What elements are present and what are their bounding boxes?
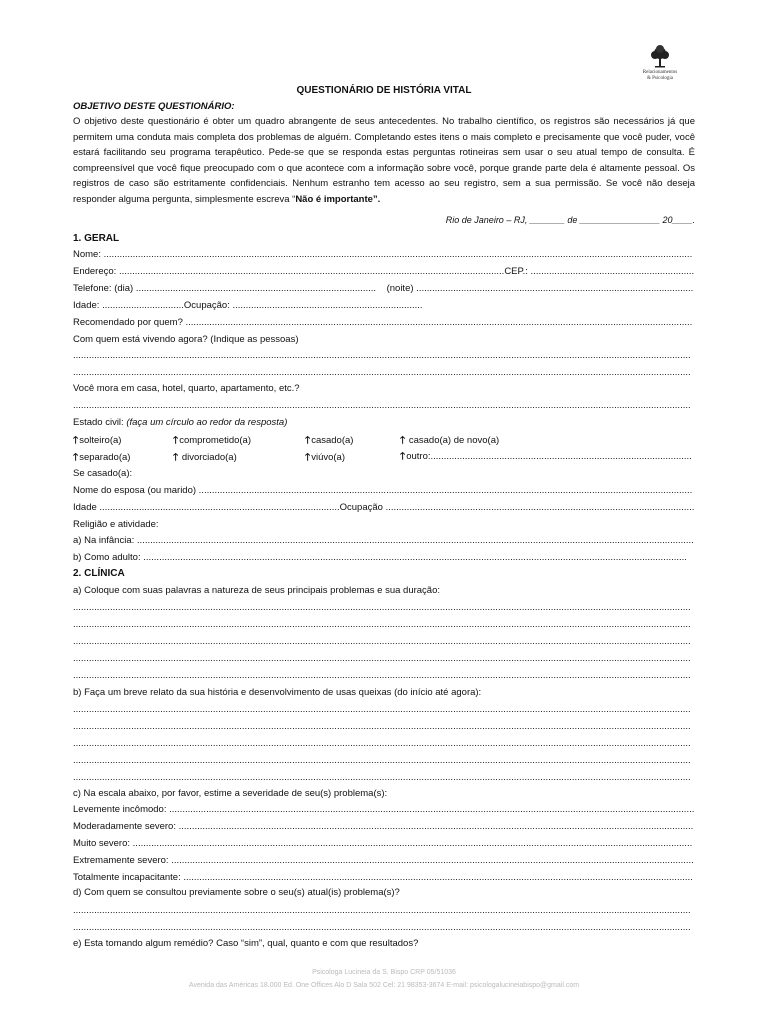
dotted-leader: .......................................................................................................................................................................................................................................... [73,772,691,783]
answer-a-1[interactable] [73,601,695,615]
dotted-leader: .................................................................................................................................................................................................................... [132,838,693,849]
answer-b-3[interactable] [73,737,695,751]
dotted-leader: .......................................................................................................................................................................................................................................... [73,670,691,681]
footer [0,966,768,992]
dotted-leader: .......................................................................................................................................................................................................................................... [73,636,691,647]
question-vivendo: Com quem está vivendo agora? (Indique as pessoas) [73,334,299,345]
arrow-up-icon: 🡑 [73,435,79,446]
logo-text-2: & Psicologia [647,76,673,81]
field-telefone[interactable]: Telefone: (dia) ........................................................................................... (noite) ......................................................................................................... [73,283,694,294]
option-casado-de-novo[interactable]: 🡑 casado(a) de novo(a) [400,433,499,450]
scale-moderadamente[interactable]: Moderadamente severo: ................................................................................................................................................................................................... [73,821,694,832]
arrow-up-icon: 🡑 [305,452,311,463]
dotted-leader: ................................................................................................................................................................................................................... [136,535,694,546]
dotted-leader: .......................................................................................................................................................................................................................................... [73,350,691,361]
estado-civil-label: Estado civil: (faça um círculo ao redor da resposta) [73,417,288,428]
dotted-leader: .......................................................................................................................................................................................................................................... [73,922,691,933]
answer-a-2[interactable] [73,618,695,632]
dotted-leader: .......................................................................................................................................................................................................................................... [73,653,691,664]
dotted-leader: .......................................................................................................................................................................................................................................... [73,721,691,732]
answer-a-3[interactable] [73,635,695,649]
arrow-up-icon: 🡑 [173,435,179,446]
arrow-up-icon: 🡑 [73,452,79,463]
field-nome[interactable]: Nome: ............................................................................................................................................................................................................................... [73,249,693,260]
dotted-leader: ......................................................................................................... [416,283,694,294]
arrow-up-icon: 🡑 [400,451,406,462]
field-nome-esposa[interactable]: Nome do esposa (ou marido) ........................................................................................................................................................................................... [73,485,693,496]
dotted-leader: .......................................................................................................................................................................................................................................... [73,367,691,378]
dotted-leader: ................................................................................................................................................................................................. [183,872,693,883]
dotted-leader: ............................... [102,300,184,311]
dotted-leader: ....................................................................................................................................................................................................... [169,804,695,815]
date-line: Rio de Janeiro – RJ, _______ de ________________ 20____. [445,215,695,225]
option-outro[interactable]: 🡑outro:................................................................................................... [400,451,692,462]
field-idade-ocupacao[interactable]: Idade: ...............................Ocupação: ........................................................................ [73,300,423,311]
option-casado[interactable]: 🡑casado(a) [305,433,353,450]
answer-line-vivendo-1[interactable] [73,349,695,363]
footer-line-1: Psicologa Lucineia da S. Bispo CRP 05/51036 [312,969,456,976]
field-recomendado[interactable]: Recomendado por quem? ................................................................................................................................................................................................ [73,317,693,328]
dotted-leader: .......................................................................................................................................................................................................................................... [73,704,691,715]
answer-b-5[interactable] [73,771,695,785]
dotted-leader: ........................................................................................... [99,502,340,513]
arrow-up-icon: 🡑 [305,435,311,446]
scale-muito[interactable]: Muito severo: .................................................................................................................................................................................................................... [73,838,693,849]
answer-b-1[interactable] [73,703,695,717]
intro-paragraph [73,114,695,208]
answer-line-mora[interactable] [73,399,695,413]
dotted-leader: .......................................................................................................................................................................................................................................... [73,738,691,749]
option-separado[interactable]: 🡑separado(a) [73,450,130,467]
question-e: e) Esta tomando algum remédio? Caso “sim”, qual, quanto e com que resultados? [73,938,419,949]
logo-text-1: Relacionamentos [642,70,678,75]
dotted-leader: .............................................................. [530,266,695,277]
answer-a-5[interactable] [73,669,695,683]
answer-a-4[interactable] [73,652,695,666]
arrow-up-icon: 🡑 [400,435,406,446]
scale-extremamente[interactable]: Extremamente severo: ...................................................................................................................................................................................................... [73,855,694,866]
field-adulto[interactable]: b) Como adulto: .............................................................................................................................................................................................................. [73,552,687,563]
dotted-leader: ........................................................................................................................................................................................... [198,485,693,496]
intro-text: O objetivo deste questionário é obter um quadro abrangente de seus antecedentes. No trabalho científico, os registros são necessários já que permitem uma conduta mais completa dos problemas de alguém. Completando estes itens o mais completo e precisamente que você puder, você estará facilitando seu programa terapêutico. Pede-se que se responda estas perguntas rotineiras sem usar o seu atual tempo de consulta. É compreensível que você fique preocupado com o que acontece com a informação sobre você, porque grande parte dela é altamente pessoal. Os registros de caso são estritamente confidenciais. Nenhum estranho tem acesso ao seu registro, sem a sua permissão. Se você não deseja responder alguma pergunta, simplesmente escreva “ [73,116,695,205]
answer-b-2[interactable] [73,720,695,734]
dotted-leader: ........................................................................ [232,300,423,311]
tree-logo-icon [647,44,673,70]
question-a: a) Coloque com suas palavras a natureza de seus principais problemas e sua duração: [73,585,441,596]
question-mora: Você mora em casa, hotel, quarto, apartamento, etc.? [73,383,300,394]
footer-line-2: Avenida das Américas 18.000 Ed. One Offices Alo D Sala 502 Cel: 21 98353-3674 E-mail: psicologalucineiabispo@gmail.com [188,982,580,989]
question-d: d) Com quem se consultou previamente sobre o seu(s) atual(is) problema(s)? [73,887,400,898]
dotted-leader: ...................................................................................................................................................................................................... [171,855,694,866]
dotted-leader: ................................................................................................................................................................................................... [178,821,694,832]
se-casado-label: Se casado(a): [73,468,133,479]
answer-b-4[interactable] [73,754,695,768]
dotted-leader: .............................................................................................................................................................................................................. [143,552,687,563]
document-title: QUESTIONÁRIO DE HISTÓRIA VITAL [296,85,472,96]
option-divorciado[interactable]: 🡑 divorciado(a) [173,450,237,467]
option-viuvo[interactable]: 🡑viúvo(a) [305,450,345,467]
dotted-leader: .......................................................................................................................................................................................................................................... [73,755,691,766]
intro-bold: Não é importante”. [295,193,381,205]
option-solteiro[interactable]: 🡑solteiro(a) [73,433,121,450]
field-endereco[interactable]: Endereço: ..................................................................................................................................................CEP.: .............................................................. [73,266,695,277]
dotted-leader: .................................................................................................................................................. [118,266,505,277]
section-clinica: 2. CLÍNICA [73,568,125,579]
field-idade-ocupacao-esposa[interactable]: Idade ...........................................................................................Ocupação ..................................................................................................................... [73,502,695,513]
option-comprometido[interactable]: 🡑comprometido(a) [173,433,251,450]
field-infancia[interactable]: a) Na infância: ................................................................................................................................................................................................................... [73,535,694,546]
answer-d-2[interactable] [73,921,695,935]
answer-line-vivendo-2[interactable] [73,366,695,380]
dotted-leader: .......................................................................................................................................................................................................................................... [73,602,691,613]
section-geral: 1. GERAL [73,233,120,244]
arrow-up-icon: 🡑 [173,452,179,463]
scale-levemente[interactable]: Levemente incômodo: ....................................................................................................................................................................................................... [73,804,695,815]
dotted-leader: .......................................................................................................................................................................................................................................... [73,400,691,411]
question-c: c) Na escala abaixo, por favor, estime a severidade de seu(s) problema(s): [73,788,388,799]
objective-heading: OBJETIVO DESTE QUESTIONÁRIO: [73,101,235,112]
logo [634,44,686,82]
dotted-leader: .......................................................................................................................................................................................................................................... [73,905,691,916]
dotted-leader: ................................................................................................... [430,451,692,462]
dotted-leader: ........................................................................................... [135,283,377,294]
question-b: b) Faça um breve relato da sua história e desenvolvimento de usas queixas (do início até agora): [73,687,482,698]
religiao-label: Religião e atividade: [73,519,159,530]
scale-totalmente[interactable]: Totalmente incapacitante: ................................................................................................................................................................................................. [73,872,693,883]
answer-d-1[interactable] [73,904,695,918]
dotted-leader: ..................................................................................................................... [385,502,695,513]
dotted-leader: ................................................................................................................................................................................................ [185,317,693,328]
dotted-leader: .......................................................................................................................................................................................................................................... [73,619,691,630]
dotted-leader: ............................................................................................................................................................................................................................... [103,249,693,260]
